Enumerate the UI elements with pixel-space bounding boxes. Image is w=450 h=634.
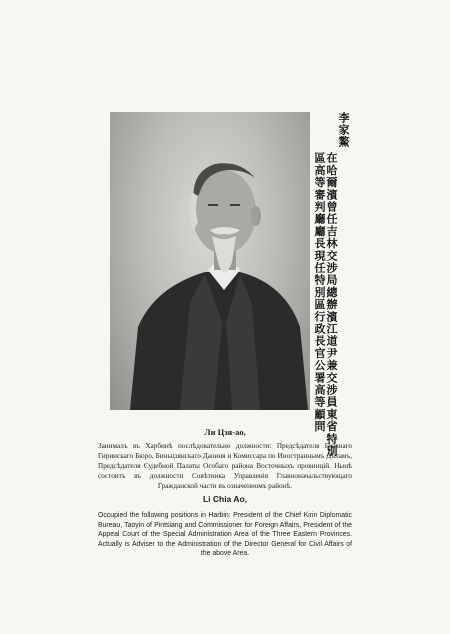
portrait-photo <box>110 112 310 410</box>
chinese-bio-line-1: 在哈爾濱曾任吉林交涉局總辦濱江道尹兼交涉員東省特別 <box>325 152 338 457</box>
russian-name: Ли Цзя-ао, <box>204 427 246 437</box>
chinese-name: 李家鰲 <box>337 112 350 148</box>
english-bio: Occupied the following positions in Harbin: President of the Chief Kirin Diplomatic Bureau, Taoyin of Pintsiang and Commissioner for Foreign Affairs, President of the Appeal Court of the Special Administration Area of the Three Eastern Provinces. Actually is Adviser to the Administration of the Director General for Civil Affairs of the above Area. <box>98 512 352 558</box>
chinese-bio-line-2: 區高等審判廳廳長現任特別區行政長官公署高等顧問 <box>313 152 326 433</box>
russian-bio: Занималъ въ Харбинѣ послѣдовательно должности: Предсѣдателя Главнаго Гиринскаго Бюро, Биньцзянскаго Даоиня и Комиссара по Иностраннымъ Дѣламъ, Предсѣдателя Судебной Палаты Особаго района Восточныхъ провинцій. Нынѣ состоитъ въ должности Совѣтника Управленія Главноначальствующаго Гражданской части въ означенномъ районѣ. <box>98 442 352 490</box>
english-name: Li Chia Ao, <box>202 494 248 504</box>
